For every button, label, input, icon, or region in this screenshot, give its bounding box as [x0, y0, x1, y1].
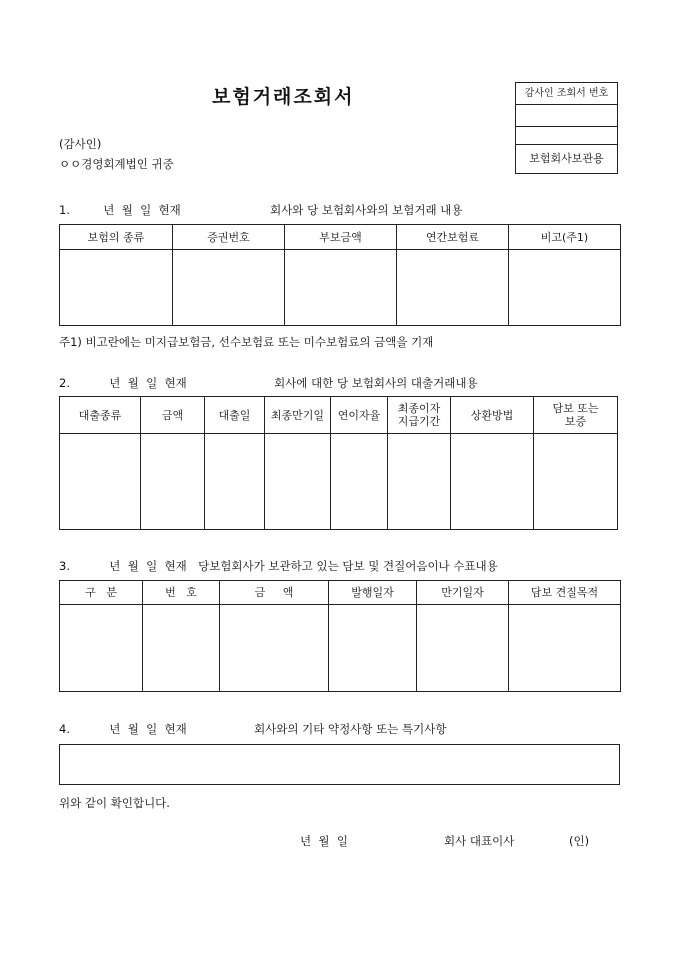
addressee-name: ㅇㅇ경영회계법인 귀중	[59, 157, 174, 171]
column-header: 발행일자	[329, 581, 417, 605]
section4-number: 4.	[59, 722, 70, 736]
section1-footnote: 주1) 비고란에는 미지급보험금, 선수보험료 또는 미수보험료의 금액을 기재	[59, 335, 434, 349]
table-cell[interactable]	[451, 434, 534, 530]
confirmation-text: 위와 같이 확인합니다.	[59, 796, 170, 810]
loan-table	[59, 396, 618, 530]
auditor-reference-box	[515, 82, 618, 174]
table-cell[interactable]	[205, 434, 265, 530]
table-cell[interactable]	[534, 434, 618, 530]
table-cell[interactable]	[331, 434, 388, 530]
section3-heading	[59, 558, 498, 574]
section1-text: 회사와 당 보험회사와의 보험거래 내용	[270, 203, 463, 217]
auditor-blank-field[interactable]	[516, 127, 617, 145]
table-cell[interactable]	[329, 605, 417, 692]
table-cell[interactable]	[388, 434, 451, 530]
table-cell[interactable]	[60, 605, 143, 692]
section3-text: 당보험회사가 보관하고 있는 담보 및 견질어음이나 수표내용	[198, 559, 498, 573]
section4-heading	[59, 721, 446, 737]
table-cell[interactable]	[397, 250, 509, 326]
section1-heading	[59, 202, 462, 218]
column-header: 대출종류	[60, 397, 141, 434]
column-header: 증권번호	[173, 225, 285, 250]
column-header: 최종이자 지급기간	[388, 397, 451, 434]
section4-date: 년 월 일 현재	[109, 722, 187, 736]
table-cell[interactable]	[509, 250, 621, 326]
column-header: 최종만기일	[265, 397, 331, 434]
table-cell[interactable]	[173, 250, 285, 326]
table-cell[interactable]	[285, 250, 397, 326]
section2-date: 년 월 일 현재	[109, 376, 187, 390]
seal-mark: (인)	[569, 834, 590, 848]
signature-date: 년 월 일	[300, 834, 348, 848]
column-header: 금액	[141, 397, 205, 434]
table-cell[interactable]	[60, 250, 173, 326]
table-cell[interactable]	[509, 605, 621, 692]
column-header: 비고(주1)	[509, 225, 621, 250]
column-header: 담보 견질목적	[509, 581, 621, 605]
section3-number: 3.	[59, 559, 70, 573]
section2-text: 회사에 대한 당 보험회사의 대출거래내용	[274, 376, 478, 390]
column-header: 만기일자	[417, 581, 509, 605]
section2-number: 2.	[59, 376, 70, 390]
table-cell[interactable]	[265, 434, 331, 530]
auditor-number-field[interactable]	[516, 105, 617, 127]
column-header: 연간보험료	[397, 225, 509, 250]
insurance-table	[59, 224, 621, 326]
section3-date: 년 월 일 현재	[109, 559, 187, 573]
table-cell[interactable]	[417, 605, 509, 692]
column-header: 상환방법	[451, 397, 534, 434]
column-header: 번 호	[143, 581, 220, 605]
document-title: 보험거래조회서	[212, 86, 355, 108]
addressee-label: (감사인)	[59, 137, 102, 151]
retention-label: 보험회사보관용	[529, 152, 604, 165]
section2-heading	[59, 375, 478, 391]
section1-number: 1.	[59, 203, 70, 217]
column-header: 담보 또는 보증	[534, 397, 618, 434]
table-cell[interactable]	[143, 605, 220, 692]
section4-text: 회사와의 기타 약정사항 또는 특기사항	[254, 722, 447, 736]
column-header: 금 액	[220, 581, 329, 605]
column-header: 부보금액	[285, 225, 397, 250]
column-header: 연이자율	[331, 397, 388, 434]
column-header: 구 분	[60, 581, 143, 605]
table-cell[interactable]	[220, 605, 329, 692]
collateral-table	[59, 580, 621, 692]
other-agreements-field[interactable]	[59, 744, 620, 785]
column-header: 보험의 종류	[60, 225, 173, 250]
signer-label: 회사 대표이사	[444, 834, 515, 848]
table-cell[interactable]	[141, 434, 205, 530]
column-header: 대출일	[205, 397, 265, 434]
section1-date: 년 월 일 현재	[103, 203, 181, 217]
auditor-number-label: 감사인 조회서 번호	[516, 83, 617, 105]
table-cell[interactable]	[60, 434, 141, 530]
